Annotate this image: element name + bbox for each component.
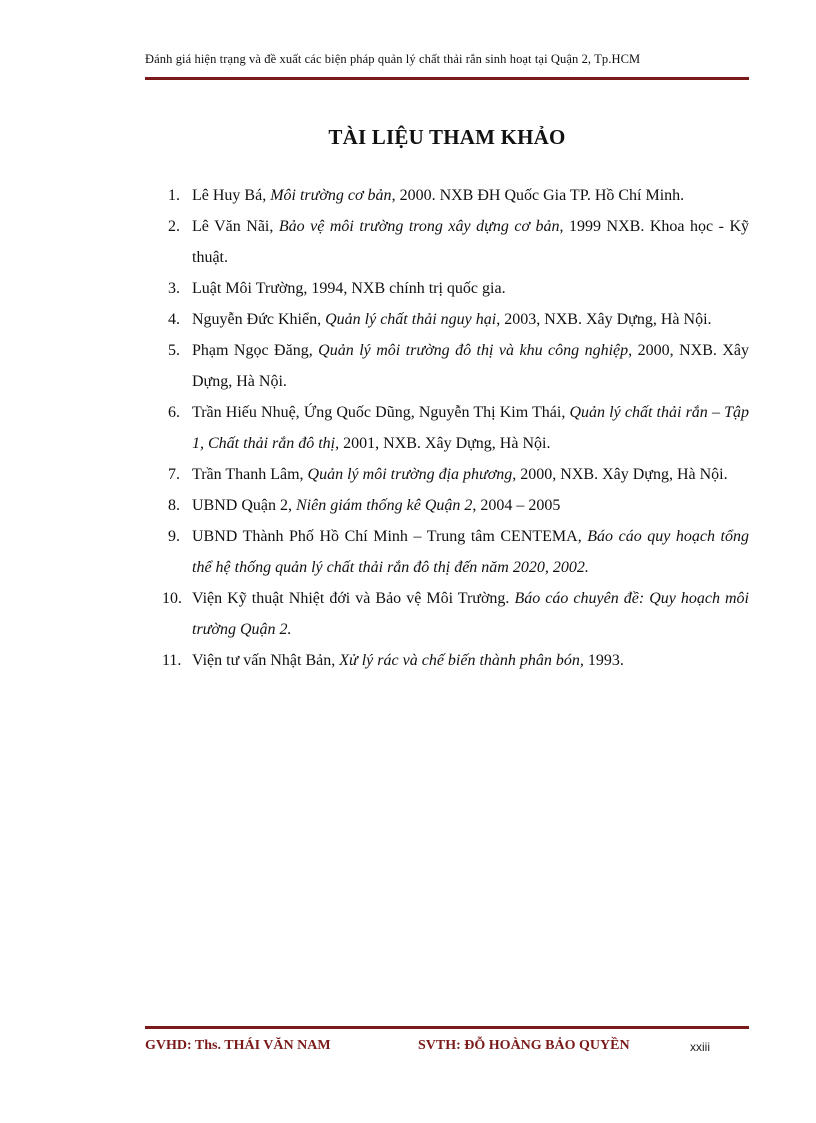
reference-item: 3. Luật Môi Trường, 1994, NXB chính trị quốc gia. xyxy=(145,273,749,304)
footer-student: SVTH: ĐỖ HOÀNG BẢO QUYỀN xyxy=(418,1038,630,1053)
reference-number: 10. xyxy=(162,590,182,607)
reference-number: 5. xyxy=(168,342,180,359)
page-title: TÀI LIỆU THAM KHẢO xyxy=(328,125,566,149)
reference-item: 4. Nguyễn Đức Khiển, Quản lý chất thải nguy hại, 2003, NXB. Xây Dựng, Hà Nội. xyxy=(145,304,749,335)
reference-number: 4. xyxy=(168,311,180,328)
reference-number: 11. xyxy=(162,652,182,669)
header-rule xyxy=(145,77,749,80)
reference-item: 11. Viện tư vấn Nhật Bản, Xử lý rác và chế biến thành phân bón, 1993. xyxy=(145,645,749,676)
reference-item: 5. Phạm Ngọc Đăng, Quản lý môi trường đô thị và khu công nghiệp, 2000, NXB. Xây Dựng, Hà Nội. xyxy=(145,335,749,397)
reference-item: 7. Trần Thanh Lâm, Quản lý môi trường địa phương, 2000, NXB. Xây Dựng, Hà Nội. xyxy=(145,459,749,490)
reference-item: 9. UBND Thành Phố Hồ Chí Minh – Trung tâm CENTEMA, Báo cáo quy hoạch tổng thể hệ thống quản lý chất thải rắn đô thị đến năm 2020, 2002. xyxy=(145,521,749,583)
reference-item: 6. Trần Hiếu Nhuệ, Ứng Quốc Dũng, Nguyễn Thị Kim Thái, Quản lý chất thải rắn – Tập 1, Chất thải rắn đô thị, 2001, NXB. Xây Dựng, Hà Nội. xyxy=(145,397,749,459)
reference-number: 9. xyxy=(168,528,180,545)
page-number: xxiii xyxy=(690,1040,710,1054)
reference-number: 6. xyxy=(168,404,180,421)
reference-list xyxy=(145,180,749,676)
reference-number: 3. xyxy=(168,280,180,297)
running-header: Đánh giá hiện trạng và đề xuất các biện pháp quản lý chất thải rắn sinh hoạt tại Quận 2, Tp.HCM xyxy=(145,52,641,66)
footer-rule xyxy=(145,1026,749,1029)
reference-number: 1. xyxy=(168,187,180,204)
reference-number: 8. xyxy=(168,497,180,514)
reference-item: 1. Lê Huy Bá, Môi trường cơ bản, 2000. NXB ĐH Quốc Gia TP. Hồ Chí Minh. xyxy=(145,180,749,211)
reference-number: 2. xyxy=(168,218,180,235)
reference-item: 10. Viện Kỹ thuật Nhiệt đới và Bảo vệ Môi Trường. Báo cáo chuyên đề: Quy hoạch môi trường Quận 2. xyxy=(145,583,749,645)
reference-item: 8. UBND Quận 2, Niên giám thống kê Quận 2, 2004 – 2005 xyxy=(145,490,749,521)
footer-advisor: GVHD: Ths. THÁI VĂN NAM xyxy=(145,1038,331,1053)
reference-item: 2. Lê Văn Nãi, Bảo vệ môi trường trong xây dựng cơ bản, 1999 NXB. Khoa học - Kỹ thuật. xyxy=(145,211,749,273)
reference-number: 7. xyxy=(168,466,180,483)
